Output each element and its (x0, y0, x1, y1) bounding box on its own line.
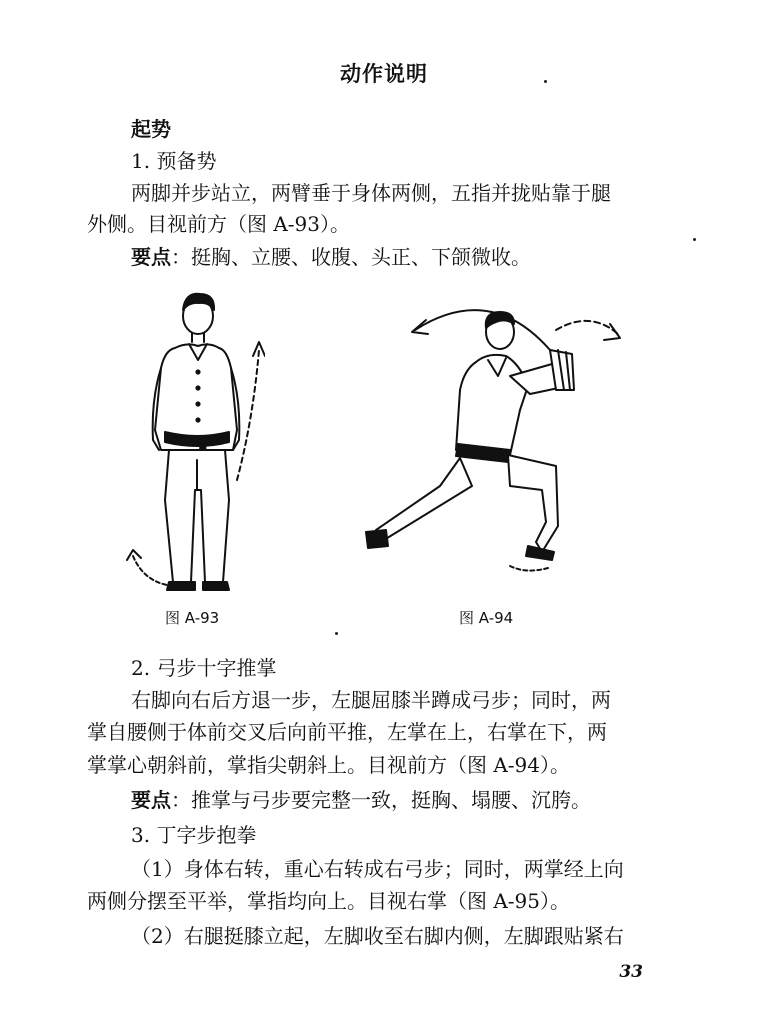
step1-text-line1: 两脚并步站立，两臂垂于身体两侧，五指并拢贴靠于腿 (131, 181, 611, 205)
figure-a94-illustration (360, 290, 630, 575)
step1-key-text: ：挺胸、立腰、收腹、头正、下颌微收。 (171, 245, 531, 269)
figure-a93-illustration (125, 290, 265, 600)
scan-speck (544, 80, 547, 83)
step2-key-text: ：推掌与弓步要完整一致，挺胸、塌腰、沉胯。 (171, 788, 591, 812)
step3-text-line1: （1）身体右转，重心右转成右弓步；同时，两掌经上向 (131, 857, 624, 881)
step3-text-line2: 两侧分摆至平举，掌指均向上。目视右掌（图 A-95）。 (87, 889, 571, 913)
scan-speck (693, 238, 696, 241)
page-number: 33 (619, 962, 643, 982)
figure-a93-caption: 图 A-93 (165, 609, 220, 627)
step1-key-points (131, 245, 531, 269)
step2-text-line3: 掌掌心朝斜前，掌指尖朝斜上。目视前方（图 A-94）。 (87, 753, 571, 777)
step2-key-points (131, 788, 591, 812)
step1-key-label: 要点 (131, 245, 171, 269)
section-heading: 起势 (131, 117, 171, 141)
step1-text-line2: 外侧。目视前方（图 A-93）。 (87, 212, 351, 236)
step2-text-line1: 右脚向右后方退一步，左腿屈膝半蹲成弓步；同时，两 (131, 688, 611, 712)
step3-text-line3: （2）右腿挺膝立起，左脚收至右脚内侧，左脚跟贴紧右 (131, 924, 624, 948)
scan-speck (335, 632, 338, 635)
step2-text-line2: 掌自腰侧于体前交叉后向前平推，左掌在上，右掌在下，两 (87, 720, 607, 744)
step3-heading: 3. 丁字步抱拳 (131, 823, 257, 847)
page-title: 动作说明 (340, 62, 428, 86)
figure-a94-caption: 图 A-94 (459, 609, 514, 627)
step2-heading: 2. 弓步十字推掌 (131, 656, 277, 680)
step1-heading: 1. 预备势 (131, 149, 217, 173)
step2-key-label: 要点 (131, 788, 171, 812)
